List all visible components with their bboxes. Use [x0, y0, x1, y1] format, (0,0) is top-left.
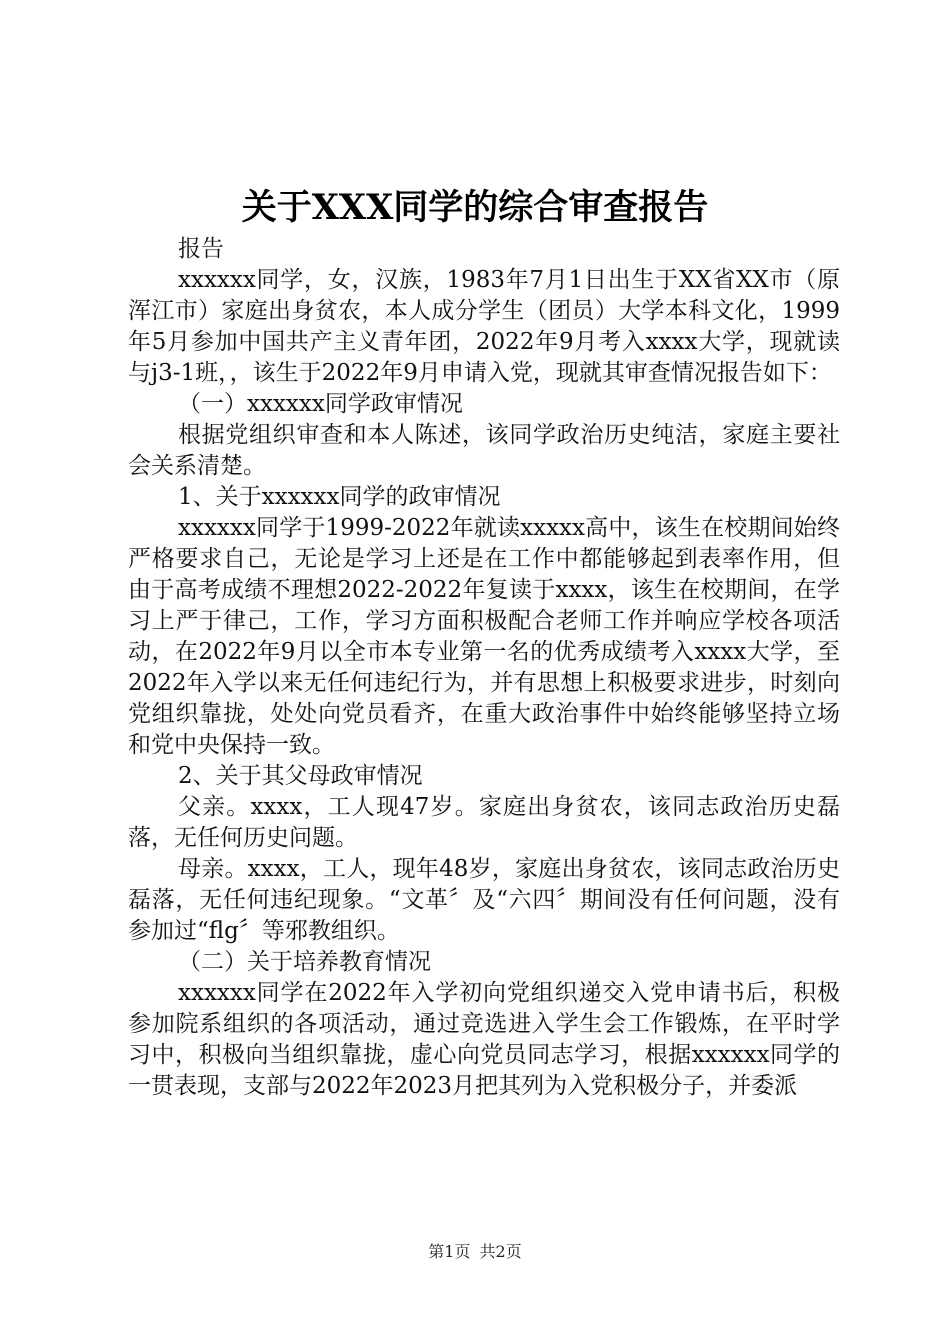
paragraph-mother: 母亲。xxxx，工人，现年48岁，家庭出身贫农，该同志政治历史磊落，无任何违纪现象。“文革〞及“六四〞期间没有任何问题，没有参加过“flg〞等邪教组织。 — [128, 856, 840, 944]
section-heading-education: （二）关于培养教育情况 — [178, 949, 431, 975]
paragraph-political-summary: 根据党组织审查和本人陈述，该同学政治历史纯洁，家庭主要社会关系清楚。 — [128, 422, 840, 479]
subheading-student-review: 1、关于xxxxxx同学的政审情况 — [178, 484, 501, 510]
page-total: 共2页 — [479, 1242, 522, 1261]
paragraph-report-label: 报告 — [178, 236, 224, 262]
section-heading-political-review: （一）xxxxxx同学政审情况 — [178, 391, 463, 417]
subheading-parents-review: 2、关于其父母政审情况 — [178, 763, 423, 789]
document-body — [128, 234, 840, 1102]
paragraph-intro: xxxxxx同学，女，汉族，1983年7月1日出生于XX省XX市（原浑江市）家庭出身贫农，本人成分学生（团员）大学本科文化，1999年5月参加中国共产主义青年团，2022年9月考入xxxx大学，现就读与j3-1班，，该生于2022年9月申请入党，现就其审查情况报告如下： — [128, 267, 840, 386]
paragraph-student-review: xxxxxx同学于1999-2022年就读xxxxx高中，该生在校期间始终严格要求自己，无论是学习上还是在工作中都能够起到表率作用，但由于高考成绩不理想2022-2022年复读于xxxx，该生在校期间，在学习上严于律己，工作，学习方面积极配合老师工作并响应学校各项活动，在2022年9月以全市本专业第一名的优秀成绩考入xxxx大学，至2022年入学以来无任何违纪行为，并有思想上积极要求进步，时刻向党组织靠拢，处处向党员看齐，在重大政治事件中始终能够坚持立场和党中央保持一致。 — [128, 515, 840, 758]
paragraph-father: 父亲。xxxx，工人现47岁。家庭出身贫农，该同志政治历史磊落，无任何历史问题。 — [128, 794, 840, 851]
document-title: 关于XXX同学的综合审查报告 — [241, 187, 709, 228]
page-number: 第1页 — [428, 1242, 471, 1261]
paragraph-education: xxxxxx同学在2022年入学初向党组织递交入党申请书后，积极参加院系组织的各项活动，通过竞选进入学生会工作锻炼，在平时学习中，积极向当组织靠拢，虚心向党员同志学习，根据xxxxxx同学的一贯表现，支部与2022年2023月把其列为入党积极分子，并委派 — [128, 980, 840, 1099]
page-footer — [0, 1242, 950, 1262]
